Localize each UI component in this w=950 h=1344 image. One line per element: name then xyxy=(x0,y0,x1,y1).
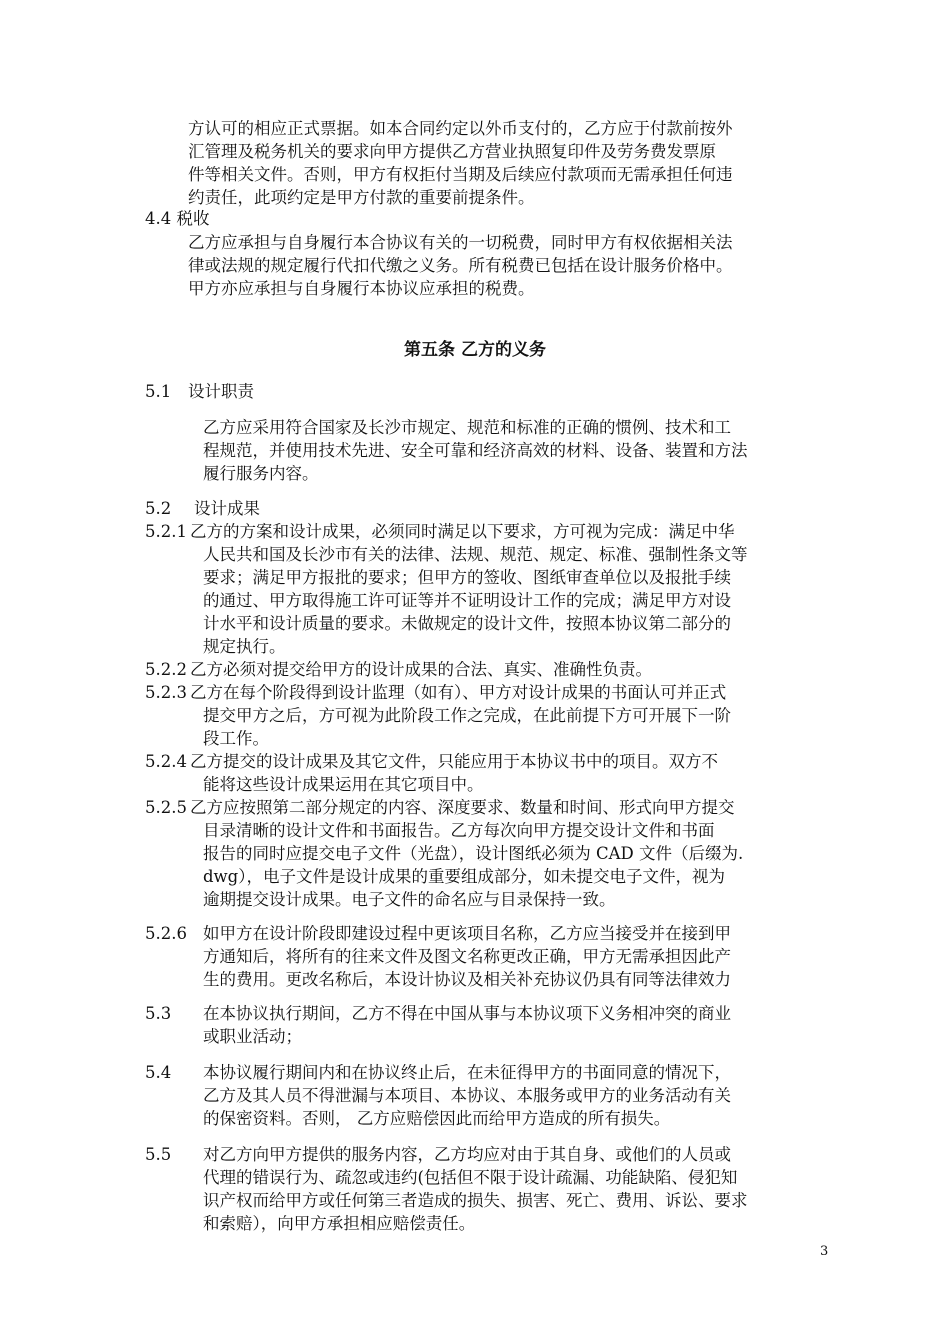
section-number: 5.1 xyxy=(145,382,172,401)
text-line: 对乙方向甲方提供的服务内容，乙方均应对由于其自身、或他们的人员或 xyxy=(203,1145,731,1164)
text-line: 人民共和国及长沙市有关的法律、法规、规范、规定、标准、强制性条文等 xyxy=(203,545,748,564)
text-line: 乙方应采用符合国家及长沙市规定、规范和标准的正确的惯例、技术和工 xyxy=(203,418,731,437)
text-line: 履行服务内容。 xyxy=(203,464,319,483)
text-line: 如甲方在设计阶段即建设过程中更该项目名称，乙方应当接受并在接到甲 xyxy=(203,924,731,943)
text-line: 在本协议执行期间，乙方不得在中国从事与本协议项下义务相冲突的商业 xyxy=(203,1004,731,1023)
text-line: 逾期提交设计成果。电子文件的命名应与目录保持一致。 xyxy=(203,890,616,909)
text-line: 本协议履行期间内和在协议终止后，在未征得甲方的书面同意的情况下， xyxy=(203,1063,731,1082)
text-line: 段工作。 xyxy=(203,729,269,748)
section-number: 5.2.6 xyxy=(145,924,187,943)
text-line: 汇管理及税务机关的要求向甲方提供乙方营业执照复印件及劳务费发票原 xyxy=(188,142,716,161)
section-number: 5.2.1 xyxy=(145,522,187,541)
text-line: 乙方的方案和设计成果，必须同时满足以下要求，方可视为完成：满足中华 xyxy=(190,522,735,541)
text-line: 报告的同时应提交电子文件（光盘），设计图纸必须为 CAD 文件（后缀为. xyxy=(203,844,744,863)
text-line: 提交甲方之后，方可视为此阶段工作之完成，在此前提下方可开展下一阶 xyxy=(203,706,731,725)
section-number: 5.4 xyxy=(145,1063,172,1082)
text-line: 或职业活动； xyxy=(203,1027,302,1046)
text-line: 代理的错误行为、疏忽或违约(包括但不限于设计疏漏、功能缺陷、侵犯知 xyxy=(203,1168,738,1187)
text-line: 乙方应按照第二部分规定的内容、深度要求、数量和时间、形式向甲方提交 xyxy=(190,798,735,817)
text-line: 件等相关文件。否则，甲方有权拒付当期及后续应付款项而无需承担任何违 xyxy=(188,165,733,184)
text-line: 乙方提交的设计成果及其它文件，只能应用于本协议书中的项目。双方不 xyxy=(190,752,718,771)
section-title: 设计职责 xyxy=(188,382,254,401)
text-line: 目录清晰的设计文件和书面报告。乙方每次向甲方提交设计文件和书面 xyxy=(203,821,715,840)
text-line: 能将这些设计成果运用在其它项目中。 xyxy=(203,775,484,794)
text-line: 甲方亦应承担与自身履行本协议应承担的税费。 xyxy=(188,279,535,298)
text-line: 乙方及其人员不得泄漏与本项目、本协议、本服务或甲方的业务活动有关 xyxy=(203,1086,731,1105)
section-number: 5.2.5 xyxy=(145,798,187,817)
text-line: 方通知后，将所有的往来文件及图文名称更改正确，甲方无需承担因此产 xyxy=(203,947,731,966)
section-number: 5.2.4 xyxy=(145,752,187,771)
text-line: 律或法规的规定履行代扣代缴之义务。所有税费已包括在设计服务价格中。 xyxy=(188,256,733,275)
text-line: 的通过、甲方取得施工许可证等并不证明设计工作的完成；满足甲方对设 xyxy=(203,591,731,610)
section-title: 设计成果 xyxy=(194,499,260,518)
text-line: 识产权而给甲方或任何第三者造成的损失、损害、死亡、费用、诉讼、要求 xyxy=(203,1191,748,1210)
text-line: 乙方在每个阶段得到设计监理（如有）、甲方对设计成果的书面认可并正式 xyxy=(190,683,727,702)
section-number: 5.2.2 xyxy=(145,660,187,679)
text-line: 计水平和设计质量的要求。未做规定的设计文件，按照本协议第二部分的 xyxy=(203,614,731,633)
text-line: 和索赔），向甲方承担相应赔偿责任。 xyxy=(203,1214,476,1233)
section-title: 4.4 税收 xyxy=(145,209,210,228)
text-line: 约责任，此项约定是甲方付款的重要前提条件。 xyxy=(188,188,535,207)
page-number: 3 xyxy=(820,1244,829,1259)
text-line: 乙方应承担与自身履行本合协议有关的一切税费，同时甲方有权依据相关法 xyxy=(188,233,733,252)
text-line: dwg），电子文件是设计成果的重要组成部分，如未提交电子文件，视为 xyxy=(203,867,725,886)
text-line: 要求；满足甲方报批的要求；但甲方的签收、图纸审查单位以及报批手续 xyxy=(203,568,731,587)
section-number: 5.2 xyxy=(145,499,172,518)
section-number: 5.3 xyxy=(145,1004,172,1023)
article-5-heading: 第五条 乙方的义务 xyxy=(404,340,546,360)
section-number: 5.2.3 xyxy=(145,683,187,702)
section-number: 5.5 xyxy=(145,1145,172,1164)
text-line: 的保密资料。否则， 乙方应赔偿因此而给甲方造成的所有损失。 xyxy=(203,1109,671,1128)
text-line: 生的费用。更改名称后，本设计协议及相关补充协议仍具有同等法律效力 xyxy=(203,970,731,989)
text-line: 方认可的相应正式票据。如本合同约定以外币支付的，乙方应于付款前按外 xyxy=(188,119,733,138)
text-line: 乙方必须对提交给甲方的设计成果的合法、真实、准确性负责。 xyxy=(190,660,652,679)
text-line: 规定执行。 xyxy=(203,637,286,656)
text-line: 程规范，并使用技术先进、安全可靠和经济高效的材料、设备、装置和方法 xyxy=(203,441,748,460)
